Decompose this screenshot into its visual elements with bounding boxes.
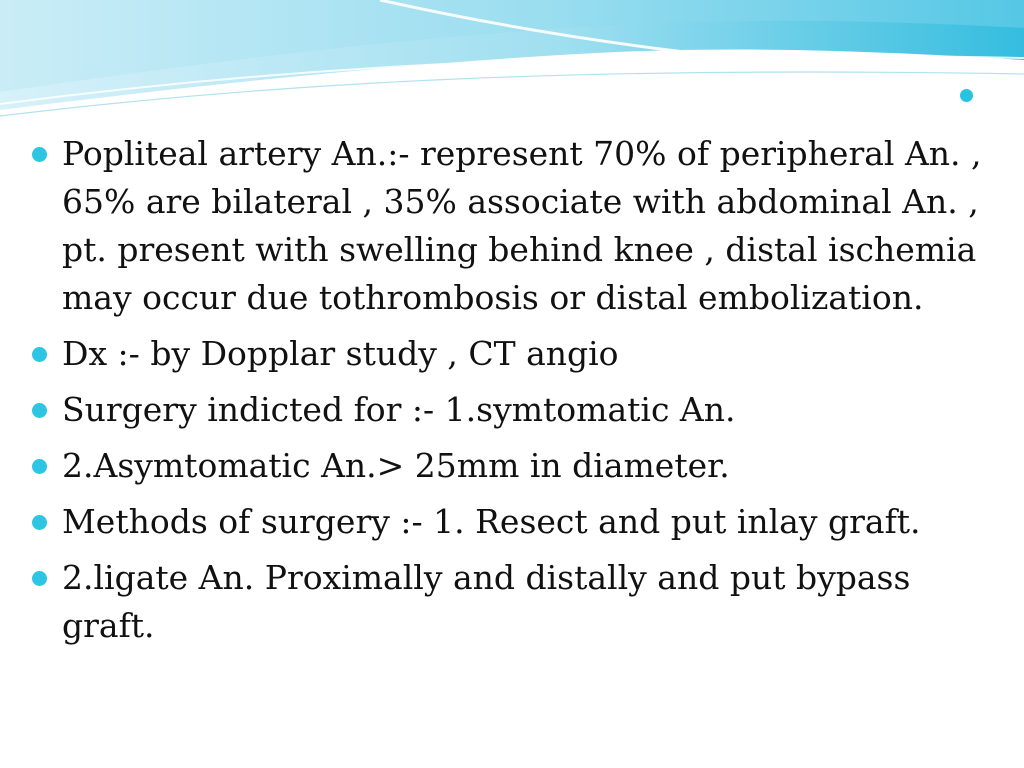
bullet-icon (32, 347, 47, 362)
bullet-text: Dx :- by Dopplar study , CT angio (62, 334, 619, 373)
bullet-item (30, 554, 990, 650)
bullet-icon (32, 459, 47, 474)
bullet-icon (32, 571, 47, 586)
bullet-item (30, 442, 990, 490)
bullet-text: Surgery indicted for :- 1.symtomatic An. (62, 390, 736, 429)
bullet-item (30, 386, 990, 434)
header-wave-decoration (0, 0, 1024, 120)
bullet-item (30, 130, 990, 322)
bullet-icon (32, 147, 47, 162)
bullet-item (30, 498, 990, 546)
bullet-text: 2.ligate An. Proximally and distally and put bypass graft. (62, 558, 911, 645)
bullet-icon (32, 403, 47, 418)
bullet-icon (32, 515, 47, 530)
bullet-text: Methods of surgery :- 1. Resect and put inlay graft. (62, 502, 921, 541)
bullet-text: 2.Asymtomatic An.> 25mm in diameter. (62, 446, 730, 485)
bullet-list (30, 130, 990, 658)
bullet-item (30, 330, 990, 378)
bullet-text: Popliteal artery An.:- represent 70% of peripheral An. , 65% are bilateral , 35% associate with abdominal An. , pt. present with swelling behind knee , distal ischemia may occur due tothrombosis or distal embolization. (62, 134, 982, 317)
title-placeholder-dot (960, 89, 973, 102)
